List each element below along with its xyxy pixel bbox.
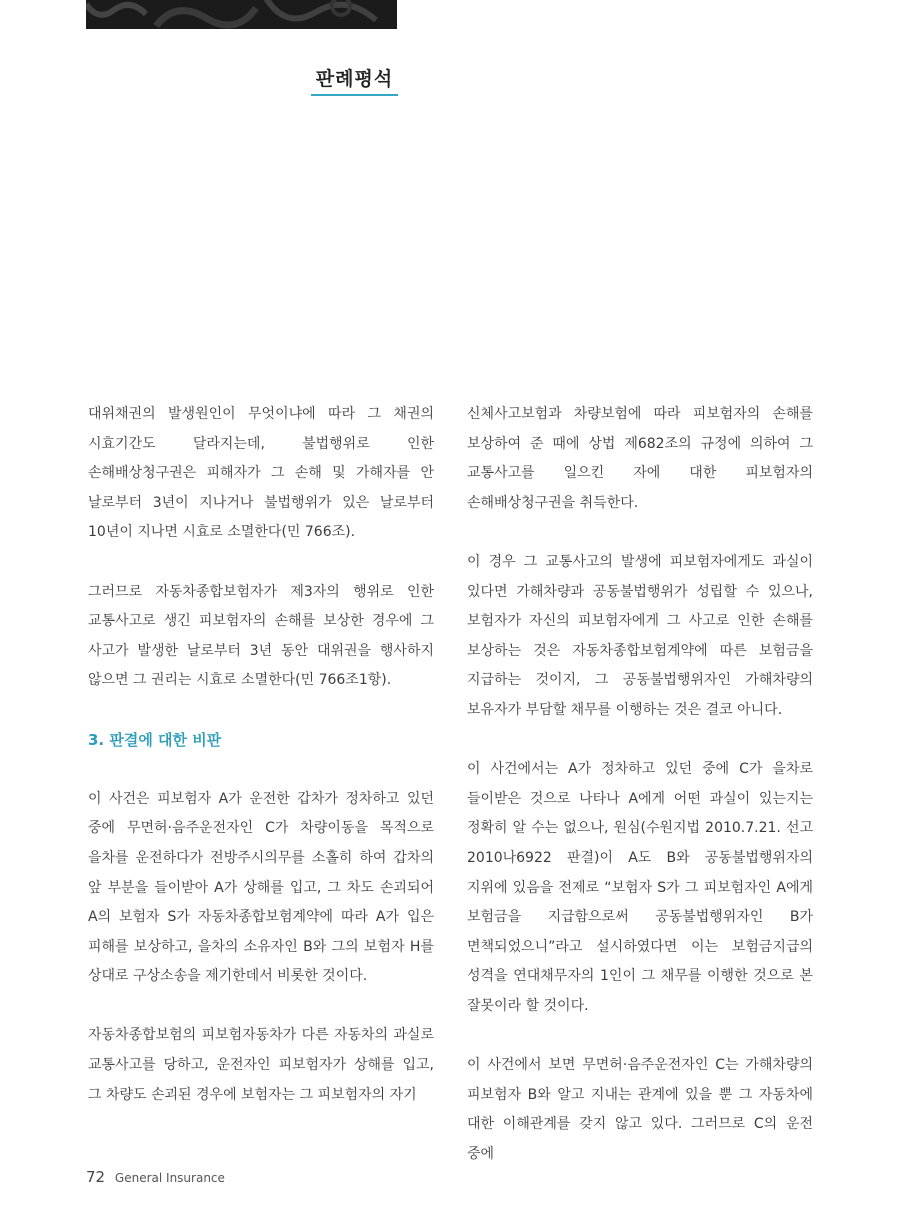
section-title: 판례평석 [311, 64, 398, 96]
header-banner [86, 0, 397, 29]
page-footer [86, 1168, 225, 1186]
left-column [88, 400, 434, 1140]
paragraph: 이 사건에서는 A가 정차하고 있던 중에 C가 을차로 들이받은 것으로 나타나 A에게 어떤 과실이 있는지는 정확히 알 수는 없으나, 원심(수원지법 2010.7.21. 선고 2010나6922 판결)이 A도 B와 공동불법행위자의 지위에 있음을 전제로 “보험자 S가 그 피보험자인 A에게 보험금을 지급함으로써 공동불법행위자인 B가 면책되었으니”라고 설시하였다면 이는 보험금지급의 성격을 연대채무자의 1인이 그 채무를 이행한 것으로 본 잘못이라 할 것이다. [467, 761, 813, 1014]
paragraph: 그러므로 자동차종합보험자가 제3자의 행위로 인한 교통사고로 생긴 피보험자의 손해를 보상한 경우에 그 사고가 발생한 날로부터 3년 동안 대위권을 행사하지 않으면 그 권리는 시효로 소멸한다(민 766조1항). [88, 583, 434, 689]
paragraph: 대위채권의 발생원인이 무엇이냐에 따라 그 채권의 시효기간도 달라지는데, 불법행위로 인한 손해배상청구권은 피해자가 그 손해 및 가해자를 안 날로부터 3년이 지나거나 불법행위가 있은 날로부터 10년이 지나면 시효로 소멸한다(민 766조). [88, 406, 434, 541]
paragraph: 이 경우 그 교통사고의 발생에 피보험자에게도 과실이 있다면 가해차량과 공동불법행위가 성립할 수 있으나, 보험자가 자신의 피보험자에게 그 사고로 인한 손해를 보상하는 것은 자동차종합보험계약에 따른 보험금을 지급하는 것이지, 그 공동불법행위자인 가해차량의 보유자가 부담할 채무를 이행하는 것은 결코 아니다. [467, 553, 813, 718]
publication-name: General Insurance [114, 1171, 225, 1185]
page-number: 72 [86, 1168, 106, 1186]
paragraph: 이 사건에서 보면 무면허·음주운전자인 C는 가해차량의 피보험자 B와 알고 지내는 관계에 있을 뿐 그 자동차에 대한 이해관계를 갖지 않고 있다. 그러므로 C의 운전 중에 [467, 1057, 813, 1162]
paragraph: 신체사고보험과 차량보험에 따라 피보험자의 손해를 보상하여 준 때에 상법 제682조의 규정에 의하여 그 교통사고를 일으킨 자에 대한 피보험자의 손해배상청구권을 취득한다. [467, 406, 813, 511]
right-column [467, 400, 813, 1199]
paragraph: 이 사건은 피보험자 A가 운전한 갑차가 정차하고 있던 중에 무면허·음주운전자인 C가 차량이동을 목적으로 을차를 운전하다가 전방주시의무를 소홀히 하여 갑차의 앞 부분을 들이받아 A가 상해를 입고, 그 차도 손괴되어 A의 보험자 S가 자동차종합보험계약에 따라 A가 입은 피해를 보상하고, 을차의 소유자인 B와 그의 보험자 H를 상대로 구상소송을 제기한데서 비롯한 것이다. [88, 790, 434, 985]
section-heading: 3. 판결에 대한 비판 [88, 730, 222, 749]
decorative-pattern-icon [86, 0, 397, 29]
paragraph: 자동차종합보험의 피보험자동차가 다른 자동차의 과실로 교통사고를 당하고, 운전자인 피보험자가 상해를 입고, 그 차량도 손괴된 경우에 보험자는 그 피보험자의 자기 [88, 1027, 434, 1103]
